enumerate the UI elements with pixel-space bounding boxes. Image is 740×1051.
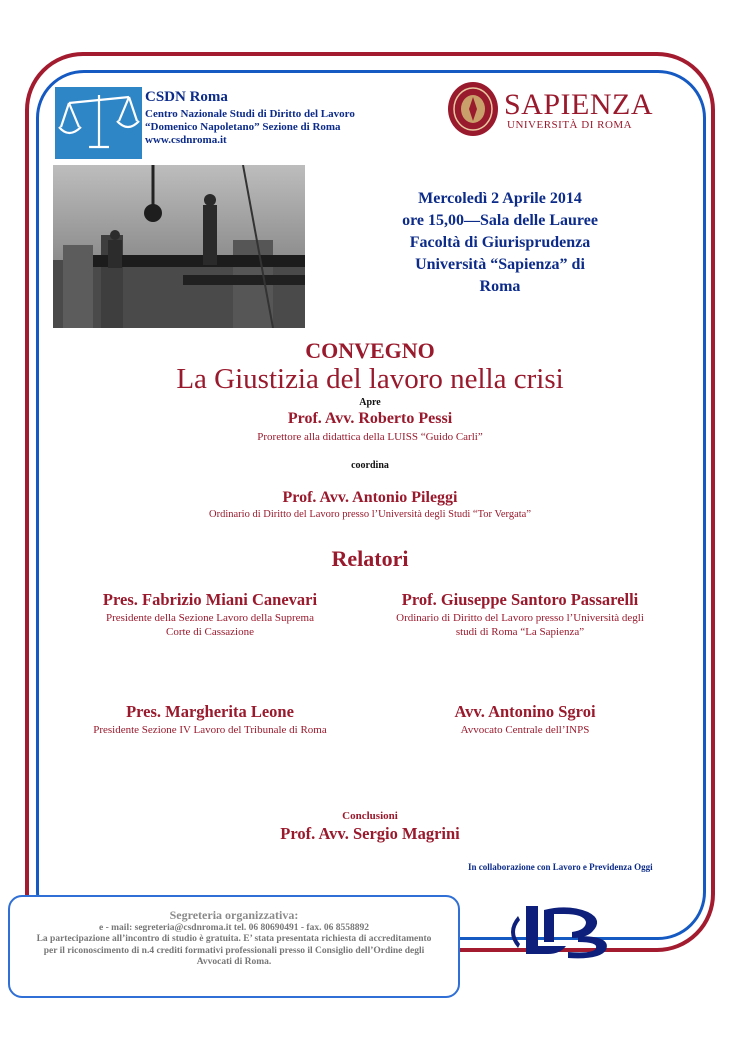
csdn-website: www.csdnroma.it (145, 134, 227, 146)
secretariat-box (8, 895, 460, 998)
csdn-line: “Domenico Napoletano” Sezione di Roma (145, 121, 341, 133)
event-faculty: Facoltà di Giurisprudenza (409, 234, 591, 251)
sapienza-seal-icon (446, 80, 500, 138)
construction-photo (53, 165, 305, 328)
speaker-card (60, 590, 360, 639)
event-time-place: ore 15,00—Sala delle Lauree (402, 212, 598, 229)
secretariat-line: Avvocati di Roma. (196, 957, 272, 967)
speaker-name: Avv. Antonino Sgroi (454, 702, 596, 721)
speaker-role: Corte di Cassazione (166, 626, 254, 638)
secretariat-line: per il riconoscimento di n.4 crediti formativi professionali presso il Consiglio dell’Ordine degli (43, 945, 425, 956)
conference-title: La Giustizia del lavoro nella crisi (176, 363, 564, 395)
event-details (375, 188, 625, 298)
scales-logo-icon (55, 87, 142, 159)
secretariat-contacts: e - mail: segreteria@csdnroma.it tel. 06 80690491 - fax. 06 8558892 (99, 922, 369, 933)
lpo-logo-icon (508, 902, 620, 962)
conclusions-label: Conclusioni (342, 810, 398, 822)
conclusion-speaker: Prof. Avv. Sergio Magrini (280, 824, 460, 843)
csdn-title: CSDN Roma (145, 89, 228, 105)
speaker-card (60, 702, 360, 737)
csdn-logo (55, 87, 142, 159)
csdn-subtitle (145, 108, 355, 147)
event-city: Roma (479, 278, 521, 295)
coordinator-name: Prof. Avv. Antonio Pileggi (282, 489, 458, 506)
sapienza-seal (446, 80, 500, 138)
convegno-label: CONVEGNO (305, 338, 435, 363)
secretariat-line: La partecipazione all’incontro di studio è gratuita. E’ stata presentata richiesta di accreditamento (36, 934, 432, 944)
speaker-name: Pres. Margherita Leone (126, 702, 294, 721)
coordinator-role: Ordinario di Diritto del Lavoro presso l’Università degli Studi “Tor Vergata” (209, 509, 531, 520)
speaker-name: Prof. Giuseppe Santoro Passarelli (401, 590, 639, 609)
speaker-name: Pres. Fabrizio Miani Canevari (102, 590, 318, 609)
sapienza-wordmark: SAPIENZA (504, 88, 654, 121)
sapienza-subtitle: UNIVERSITÀ DI ROMA (507, 119, 633, 131)
speaker-card (375, 702, 675, 737)
secretariat-title: Segreteria organizzativa: (169, 908, 299, 922)
opener-name: Prof. Avv. Roberto Pessi (287, 410, 453, 427)
csdn-line: Centro Nazionale Studi di Diritto del Lavoro (145, 108, 355, 120)
lpo-logo (508, 902, 620, 962)
speaker-role: Avvocato Centrale dell’INPS (460, 724, 590, 736)
speaker-role: Ordinario di Diritto del Lavoro presso l’Università degli (396, 612, 644, 624)
coordina-label: coordina (351, 460, 389, 471)
speaker-card (370, 590, 670, 639)
collaboration-note: In collaborazione con Lavoro e Previdenza Oggi (468, 862, 653, 872)
event-university: Università “Sapienza” di (415, 256, 585, 273)
relatori-heading: Relatori (331, 546, 409, 571)
opener-role: Prorettore alla didattica della LUISS “Guido Carli” (257, 431, 483, 443)
apre-label: Apre (359, 397, 381, 408)
event-date: Mercoledì 2 Aprile 2014 (418, 190, 582, 207)
speaker-role: studi di Roma “La Sapienza” (455, 626, 585, 638)
speaker-role: Presidente della Sezione Lavoro della Suprema (105, 612, 314, 624)
speaker-role: Presidente Sezione IV Lavoro del Tribunale di Roma (93, 724, 327, 736)
